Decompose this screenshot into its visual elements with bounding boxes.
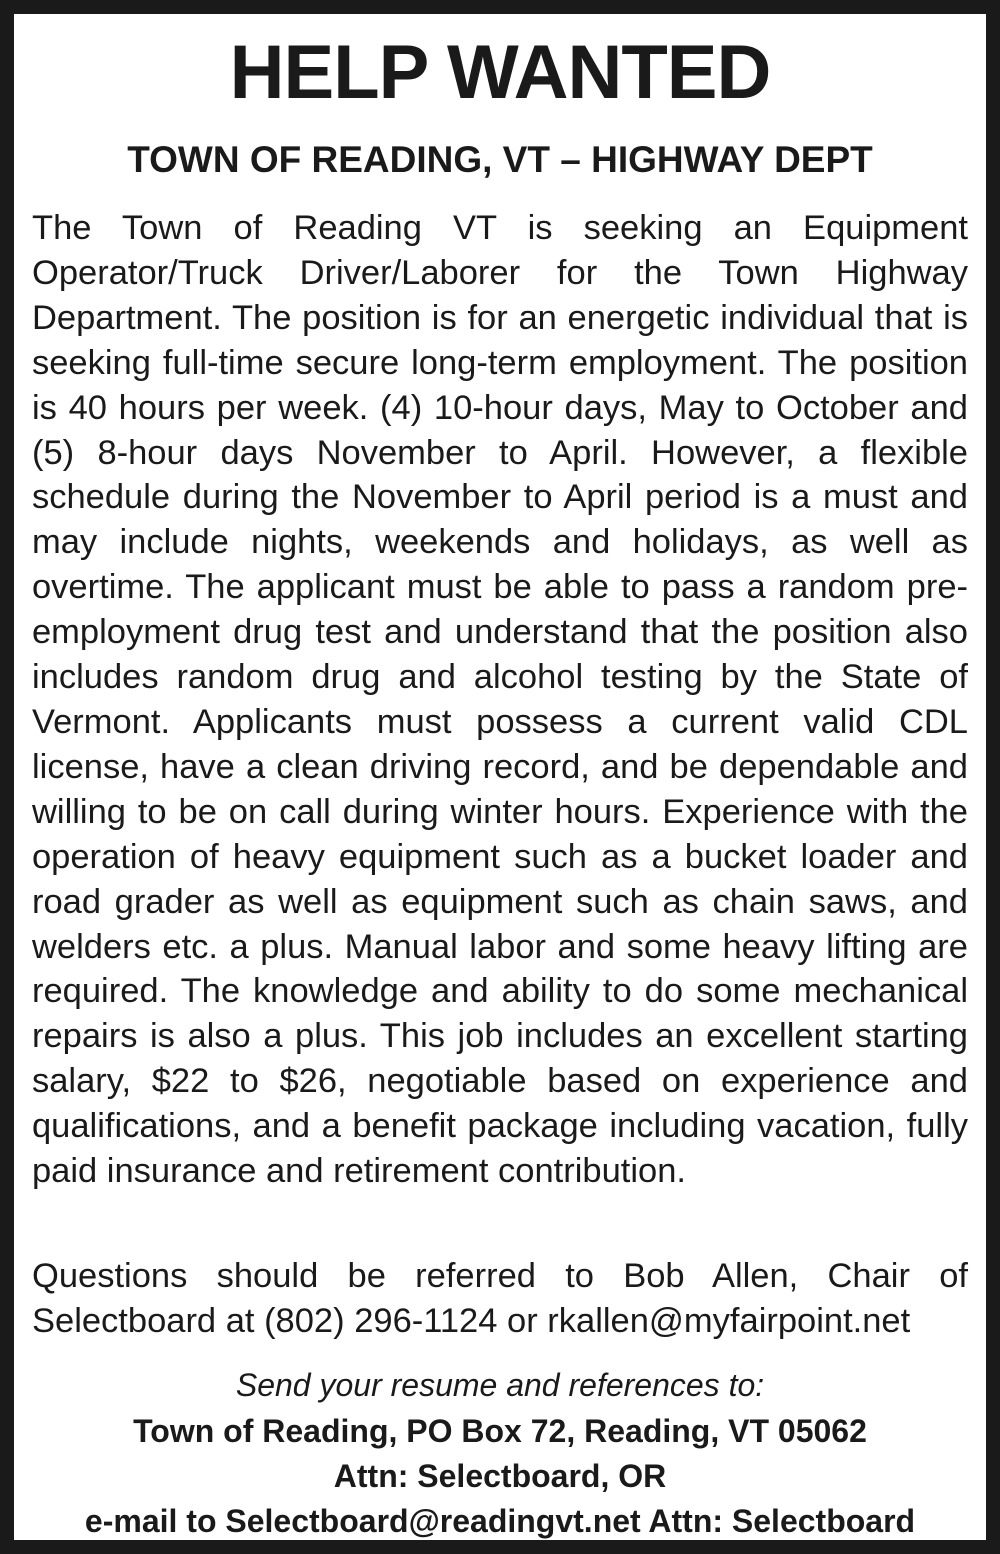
mailing-address: Town of Reading, PO Box 72, Reading, VT 05062	[133, 1413, 867, 1449]
job-description: The Town of Reading VT is seeking an Equipment Operator/Truck Driver/Laborer for the Town Highway Department. The position is for an energetic individual that is seeking full-time secure long-term employment. The position is 40 hours per week. (4) 10-hour days, May to October and (5) 8-hour days November to April. However, a flexible schedule during the November to April period is a must and may include nights, weekends and holidays, as well as overtime. The applicant must be able to pass a random pre-employment drug test and understand that the position also includes random drug and alcohol testing by the State of Vermont. Applicants must possess a current valid CDL license, have a clean driving record, and be dependable and willing to be on call during winter hours. Experience with the operation of heavy equipment such as a bucket loader and road grader as well as equipment such as chain saws, and welders etc. a plus. Manual labor and some heavy lifting are required. The knowledge and ability to do some mechanical repairs is also a plus. This job includes an excellent starting salary, $22 to $26, negotiable based on experience and qualifications, and a benefit package including vacation, fully paid insurance and retirement contribution.	[32, 209, 968, 1191]
ad-subheadline: TOWN OF READING, VT – HIGHWAY DEPT	[127, 139, 873, 180]
send-instructions: Send your resume and references to:	[235, 1367, 765, 1403]
ad-headline: HELP WANTED	[229, 30, 771, 115]
contact-info: Questions should be referred to Bob Allen, Chair of Selectboard at (802) 296-1124 or rkallen@myfairpoint.net	[32, 1257, 968, 1340]
ad-content	[32, 14, 968, 1540]
email-line: e-mail to Selectboard@readingvt.net Attn: Selectboard	[84, 1503, 916, 1539]
attention-line: Attn: Selectboard, OR	[333, 1458, 667, 1494]
